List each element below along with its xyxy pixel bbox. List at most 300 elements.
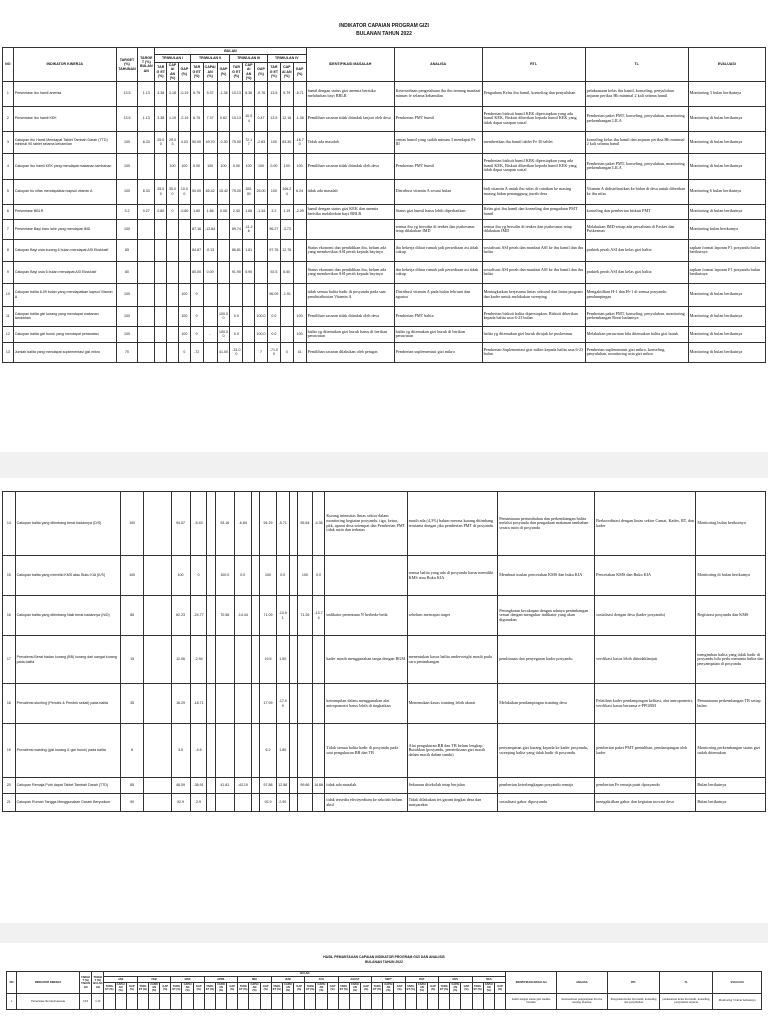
header-month: SEPT — [372, 977, 405, 983]
row-value — [251, 794, 259, 812]
row-no: 21 — [3, 794, 16, 812]
row-value: 5.90 — [243, 261, 255, 283]
row-value: 72.17 — [243, 131, 255, 153]
row-indikator: Cakupan Bayi usia kurang 6 bulan mendapat ASI Eksklusif — [13, 239, 116, 261]
row-value — [155, 326, 167, 342]
row-value: 100 — [178, 153, 190, 179]
row-value — [249, 993, 260, 1009]
row-value: 1.81 — [243, 239, 255, 261]
row-value: 75.00 — [230, 131, 243, 153]
row-value — [405, 993, 416, 1009]
row-value: 5.79 — [280, 81, 293, 106]
row-rtl: pembinaan dan penyegaran kader posyandu — [498, 636, 595, 684]
row-value: -16.70 — [293, 131, 306, 153]
row-blank — [144, 596, 171, 636]
row-no: 15 — [3, 556, 16, 596]
row-value: -13.91 — [276, 596, 289, 636]
row-value — [207, 724, 215, 778]
row-indikator: Persentase Ibu hamil KEK — [13, 106, 116, 131]
header-sub-0: TARG ET (%) — [405, 983, 416, 994]
row-value: 96.27 — [267, 219, 280, 239]
header-sub-2: GAP (%) — [394, 983, 405, 994]
row-no: 4 — [3, 153, 14, 179]
row-evaluasi: Monitoring di bulan berikutnya — [688, 283, 765, 306]
row-value — [255, 283, 268, 306]
row-value: 41.81 — [215, 778, 234, 794]
header-sub-0: TARG ET (%) — [271, 983, 282, 994]
row-value — [155, 261, 167, 283]
row-analisa: cemas bumil yang sudah minum 3 mendapat Fe III — [394, 131, 482, 153]
row-value: -1.91 — [280, 283, 293, 306]
row-analisa: Pemberian PMT balita — [394, 306, 482, 326]
row-no: 2 — [3, 106, 14, 131]
row-value — [243, 326, 255, 342]
header-masalah: IDENTIFIKASI MASALAH — [306, 48, 394, 82]
row-value — [298, 794, 313, 812]
row-evaluasi: Monitoring di bulan berikutnya — [688, 326, 765, 342]
header-sub-1: CAPAI AN (%) — [183, 983, 192, 993]
row-indikator: Persentase Ibu hamil anemia — [13, 81, 116, 106]
header-target: TARGET (%) TAHUNAN — [80, 972, 92, 994]
row-rtl: Pengadaan Kelas ibu hamil, konseling dan penyuluhan — [607, 993, 660, 1009]
row-indikator: Cakupan Ibu hamil KEK yang mendapat makanan tambahan — [13, 153, 116, 179]
row-target-bulanan — [138, 153, 155, 179]
table-row — [3, 724, 766, 778]
row-value — [215, 636, 234, 684]
row-value: -24.77 — [190, 596, 207, 636]
row-value — [203, 283, 217, 306]
page-subtitle-3: BULANAN TAHUN 2022 — [365, 960, 403, 964]
row-value: -17.09 — [276, 684, 289, 724]
row-indikator: Jumlah balita yang mendapat suplementasi gizi mikro — [13, 342, 116, 362]
header-no: NO — [7, 972, 17, 994]
row-value: 19.5 — [260, 636, 277, 684]
row-value: 1.19 — [167, 106, 179, 131]
row-evaluasi: Monitoring 3 bulan berikutnya — [713, 993, 762, 1009]
row-masalah: balita yg ditemukan gizi buruk harus di berikan perawatan — [306, 326, 394, 342]
row-value: 0 — [190, 326, 203, 342]
row-analisa: Distribusi vitamin A pada bulan februari dan agustus — [394, 283, 482, 306]
row-value: 100.00 — [217, 326, 230, 342]
row-target: 13.5 — [80, 993, 92, 1009]
row-value: 10.94 — [243, 106, 255, 131]
header-month: JAN — [104, 977, 137, 983]
row-value — [217, 239, 230, 261]
row-value: 1.80 — [276, 724, 289, 778]
row-evaluasi: Monitoring 3 bulan berikutnya — [688, 81, 765, 106]
row-value — [149, 993, 160, 1009]
row-target-tahunan: 100 — [116, 153, 137, 179]
table-row — [3, 153, 766, 179]
row-value: -71.00 — [267, 342, 280, 362]
row-masalah: hamil dengan status gizi anemia berisiko melahirkan bayi BBLR — [306, 81, 394, 106]
row-value — [230, 283, 243, 306]
header-month: MAR — [171, 977, 204, 983]
row-value — [167, 306, 179, 326]
row-value — [293, 283, 306, 306]
row-masalah — [325, 556, 407, 596]
row-rtl: Kelas gizi ibu hamil dan konseling dan pengadaan PMT bumil — [482, 204, 585, 219]
row-value: 10.13 — [230, 81, 243, 106]
row-value — [483, 993, 494, 1009]
row-value: 87.16 — [190, 219, 203, 239]
row-value: 3.2 — [267, 204, 280, 219]
row-value — [207, 556, 215, 596]
header-sub-1: CAPAI AN (%) — [451, 983, 460, 993]
row-value: 0.0 — [276, 556, 289, 596]
header-indikator: INDIKATOR KINERJA — [13, 48, 116, 82]
row-masalah: indikator penentuan N berbeda-beda — [325, 596, 407, 636]
row-value: 17.99 — [260, 684, 277, 724]
row-value: 10.00 — [178, 179, 190, 204]
row-value — [251, 596, 259, 636]
header-sub-0: TARG ET (%) — [372, 983, 383, 994]
row-value: 100 — [178, 306, 190, 326]
row-value — [293, 239, 306, 261]
row-value — [217, 283, 230, 306]
row-value: 100 — [167, 153, 179, 179]
row-value — [104, 993, 115, 1009]
row-target-tahunan: 80 — [116, 261, 137, 283]
header-tw1: TRIWULAN I — [155, 55, 190, 63]
row-evaluasi: Monitoring bulan berikutnya — [688, 219, 765, 239]
row-value — [207, 636, 215, 684]
header-month: JULI — [305, 977, 338, 983]
row-masalah: Kurang intensitas lintas sektor dalam monitoring kegiatan posyandu, tiga, ketua, pkk, aparat desa setempat dan Pemberian PMT tidak rutin dan terbatas — [325, 492, 407, 556]
row-value: -3.73 — [280, 219, 293, 239]
row-tl: mengaktifkan gabor dan kegiatan inovasi desa — [595, 794, 696, 812]
row-value — [204, 993, 215, 1009]
header-sub-0: TARG ET (%) — [238, 983, 249, 994]
row-value: 70.56 — [215, 596, 234, 636]
header-analisa: ANALISA — [394, 48, 482, 82]
row-indikator: Cakupan balita 6-59 bulan yang mendapatkan kapsul Vitamin A — [13, 283, 116, 306]
row-evaluasi: sapkan format laporan F1 posyandu bulan berikutnya — [688, 261, 765, 283]
row-value: 5.37 — [203, 81, 217, 106]
row-value: 100.00 — [243, 179, 255, 204]
row-value: - — [203, 326, 217, 342]
row-value: 25.00 — [155, 179, 167, 204]
row-tl: konseling dan pemberian biskuit PMT — [585, 204, 688, 219]
row-value: -31.00 — [230, 342, 243, 362]
row-value: 100 — [267, 179, 280, 204]
row-value: 16.29 — [171, 684, 190, 724]
table-row — [7, 993, 762, 1009]
row-target-tahunan: 100 — [116, 131, 137, 153]
row-value: 3.38 — [155, 81, 167, 106]
row-target: 85 — [121, 778, 144, 794]
header-month: FEB — [137, 977, 170, 983]
row-value: 100 — [298, 556, 313, 596]
table-row — [3, 81, 766, 106]
row-value — [312, 636, 325, 684]
page-title: INDIKATOR CAPAIAN PROGRAM GIZI — [339, 23, 429, 29]
row-value: 0.00 — [230, 153, 243, 179]
row-value — [289, 724, 297, 778]
row-tl: Mengaktifkan H-1 dan H+1 di semua posyandu pendampingan — [585, 283, 688, 306]
row-rtl: sosialisasi gabor diposyandu — [498, 794, 595, 812]
table-row — [3, 778, 766, 794]
header-sub-1: CAPAI AN (%) — [243, 63, 255, 82]
row-value: 0.06 — [217, 204, 230, 219]
table-row — [3, 261, 766, 283]
row-value — [167, 261, 179, 283]
row-value: 6.75 — [190, 81, 203, 106]
row-evaluasi: Monitoring bulan berikutnya — [696, 492, 766, 556]
row-value: 100 — [267, 131, 280, 153]
row-value: 0 — [190, 556, 207, 596]
row-value — [234, 794, 251, 812]
row-value: -0.80 — [178, 204, 190, 219]
row-value — [383, 993, 394, 1009]
row-value — [155, 219, 167, 239]
header-sub-2: GAP (%) — [160, 983, 171, 994]
row-value: 100.00 — [217, 306, 230, 326]
row-value: 46.09 — [171, 778, 190, 794]
row-value: 96.09 — [267, 283, 280, 306]
row-value: 94.57 — [171, 492, 190, 556]
row-value — [427, 993, 438, 1009]
row-value — [494, 993, 505, 1009]
page-subtitle: BULANAN TAHUN 2022 — [356, 31, 412, 37]
row-value — [115, 993, 126, 1009]
header-analisa: ANALISA — [556, 972, 607, 994]
row-masalah: Status ekonomi dan pendidikan ibu, belum ada yang memberikan ASI perah kepada bayinya — [306, 261, 394, 283]
row-tl: Pemberian paket PMT, konseling, penyuluhan, monitoring perkembangan LILA — [585, 106, 688, 131]
row-value — [217, 219, 230, 239]
row-value: 15.42 — [217, 179, 230, 204]
row-value — [450, 993, 461, 1009]
header-month: APRIL — [204, 977, 237, 983]
row-target-bulanan: 1.13 — [138, 106, 155, 131]
row-value: -1.38 — [217, 81, 230, 106]
row-value — [243, 306, 255, 326]
row-no: 10 — [3, 283, 14, 306]
row-target: 100 — [121, 556, 144, 596]
row-value — [312, 724, 325, 778]
header-sub-1: CAPAI AN (%) — [350, 983, 359, 993]
row-value — [289, 636, 297, 684]
table-row — [3, 326, 766, 342]
row-rtl: balita yg ditemukan gizi buruk dirujuk ke puskesmas — [482, 326, 585, 342]
row-value — [372, 993, 383, 1009]
row-value: 0.62 — [217, 106, 230, 131]
row-value: 29.03 — [167, 131, 179, 153]
row-value — [207, 492, 215, 556]
row-value — [193, 993, 204, 1009]
row-value: 0 — [190, 306, 203, 326]
row-analisa: Sekaraan disekolah tetap berjalan — [407, 778, 498, 794]
row-value: -2.09 — [293, 204, 306, 219]
row-rtl: bidi vitamin A untuk ibu nifas di catatkan ke masing masing bidan penanggung jawab desa — [482, 179, 585, 204]
row-analisa: Status gizi bumil harus lebih diperhatikan — [394, 204, 482, 219]
header-sub-0: TARG ET (%) — [171, 983, 182, 994]
row-value: 86.81 — [230, 239, 243, 261]
row-value: -4.36 — [312, 492, 325, 556]
row-tl: Vitamin A didistribusikan ke bidan di desa untuk diberikan ke ibu nifas — [585, 179, 688, 204]
row-value: 0.0 — [230, 326, 243, 342]
row-value — [282, 993, 293, 1009]
row-target-tahunan: 100 — [116, 306, 137, 326]
row-value: 100 — [293, 326, 306, 342]
row-no: 20 — [3, 778, 16, 794]
row-no: 5 — [3, 179, 14, 204]
row-value — [255, 239, 268, 261]
header-tw4: TRIWULAN IV — [267, 55, 306, 63]
table-row — [3, 306, 766, 326]
row-indikator: Persentase Bayi baru lahir yang mendapat IMD — [13, 219, 116, 239]
header-month: OKT — [405, 977, 438, 983]
row-value — [178, 239, 190, 261]
row-value: 97.76 — [267, 239, 280, 261]
row-value — [293, 219, 306, 239]
row-value — [251, 684, 259, 724]
row-value — [178, 261, 190, 283]
row-value — [316, 993, 327, 1009]
row-indikator: Prevalensi stunting (Pendek & Pendek sekali) pada balita — [15, 684, 120, 724]
row-target-bulanan: 1.13 — [92, 993, 104, 1009]
row-evaluasi: Monitoring di bulan berikutnya — [688, 342, 765, 362]
row-value: 7 — [255, 342, 268, 362]
row-value — [155, 283, 167, 306]
row-value: 97.88 — [260, 778, 277, 794]
row-rtl: Pemberian biskuit bumil KEK dipersiapkan yang ada bumil KEK, Biskuit diberikan kepada bumil KEK yang tidak dapat sarapan sosial — [482, 106, 585, 131]
row-value: 2.40 — [230, 204, 243, 219]
row-value — [349, 993, 360, 1009]
row-rtl: Pemantauan pertumbuhan dan perkembangan balita melalui posyandu dan pengadaan makanan tambahan secara rutin di posyandu — [498, 492, 595, 556]
row-masalah: Pemilihan sasaran tidak ditindak oleh desa — [306, 306, 394, 326]
row-target-bulanan: 1.13 — [138, 81, 155, 106]
indicator-table-2 — [2, 491, 766, 812]
row-indikator: Prevalensi wasting (gizi kurang & gizi buruk) pada balita — [15, 724, 120, 778]
row-value: 1.66 — [243, 204, 255, 219]
header-sub-1: CAPAI AN (%) — [116, 983, 125, 993]
row-value — [251, 778, 259, 794]
row-value: 100.0 — [215, 556, 234, 596]
row-value — [178, 219, 190, 239]
row-analisa: Alat pengukuran BB dan TB belum lengkap Butuhkan (posyandu, pemeriksaan gizi masih dalam masih dalam sambi) — [407, 724, 498, 778]
row-analisa: Distribusi vitamin A sesuai bulan — [394, 179, 482, 204]
row-value — [217, 261, 230, 283]
row-value: -4.5 — [190, 724, 207, 778]
row-value: 13.5 — [267, 106, 280, 131]
row-value — [215, 684, 234, 724]
table-row — [3, 684, 766, 724]
row-target-bulanan — [138, 283, 155, 306]
row-value — [167, 326, 179, 342]
row-value — [167, 219, 179, 239]
table-row — [3, 636, 766, 684]
row-value: 0.00 — [190, 153, 203, 179]
row-value: 41 — [293, 342, 306, 362]
row-value — [289, 492, 297, 556]
header-sub-2: GAP (%) — [427, 983, 438, 994]
row-value: 6.2 — [260, 724, 277, 778]
row-value — [207, 684, 215, 724]
row-value: 100 — [178, 283, 190, 306]
row-tl: praktek perah ASI dan kelas gizi balita — [585, 261, 688, 283]
row-rtl: Pemberian biskuit balita dipersiapkan, Biskuit diberikan kepada balita usia 6-23 bulan — [482, 306, 585, 326]
header-sub-1: CAPAI AN (%) — [150, 983, 159, 993]
row-value: 6.50 — [280, 261, 293, 283]
row-value: 100 — [255, 153, 268, 179]
row-masalah: hamil dengan status gizi anemia berisiko — [506, 993, 557, 1009]
row-analisa: balita yg ditemukan gizi buruk di berikan perawatan — [394, 326, 482, 342]
row-value: -13.74 — [312, 596, 325, 636]
row-masalah: Pemilihan sasaran tidak ditindak lanjuti oleh desa — [306, 106, 394, 131]
row-value — [305, 993, 316, 1009]
row-target-tahunan: 100 — [116, 283, 137, 306]
row-no: 6 — [3, 204, 14, 219]
row-value — [137, 993, 148, 1009]
row-value — [243, 283, 255, 306]
row-evaluasi: Bulan berikutnya — [696, 778, 766, 794]
row-no: 13 — [3, 342, 14, 362]
header-tl: TL — [660, 972, 713, 994]
row-tl: Pencetakan KMS dan Buku KIA — [595, 556, 696, 596]
row-masalah: Tidak ada masalah — [306, 131, 394, 153]
row-value: 100.0 — [255, 326, 268, 342]
header-indikator: INDIKATOR KINERJA — [17, 972, 80, 994]
row-value: 1.66 — [203, 204, 217, 219]
row-analisa: Tidak dilakukan tes garam tingkat desa dan masyarakat — [407, 794, 498, 812]
row-value: -43.19 — [234, 778, 251, 794]
row-masalah: Pemilihan sasaran tidak ditindak oleh desa — [306, 153, 394, 179]
row-value: 94.29 — [260, 492, 277, 556]
header-target-bulanan: TARGET (%) BULANAN — [138, 48, 155, 82]
header-sub-2: GAP (%) — [193, 983, 204, 994]
row-target-bulanan — [138, 326, 155, 342]
row-analisa: Menemukan kasus stunting lebih akurat — [407, 684, 498, 724]
row-tl: konseling kelas ibu hamil dan anjuran periksa Hb minimal 2 kali selama hamil — [585, 131, 688, 153]
row-value — [280, 306, 293, 326]
row-value — [298, 724, 313, 778]
row-evaluasi: Monitoring perkembangan status gizi sudah ditemukan — [696, 724, 766, 778]
row-value: 49.70 — [203, 131, 217, 153]
header-sub-1: CAPAI AN (%) — [284, 983, 292, 993]
row-analisa: sebelum mencapai target — [407, 596, 498, 636]
row-value — [394, 993, 405, 1009]
row-value: 0.80 — [155, 204, 167, 219]
row-value — [243, 342, 255, 362]
row-indikator: Persentase Ibu hamil anemia — [17, 993, 80, 1009]
row-value — [251, 724, 259, 778]
row-masalah: Status ekonomi dan pendidikan ibu, belum ada yang memberikan ASI perah kepada bayinya — [306, 239, 394, 261]
header-no: NO — [3, 48, 14, 82]
row-target-bulanan: 8.33 — [138, 131, 155, 153]
row-value — [167, 342, 179, 362]
row-rtl: semua ibu yg bersalin di tenkes dan puskesmas tetap dilakukan IMD — [482, 219, 585, 239]
header-sub-2: GAP (%) — [260, 983, 271, 994]
row-value — [338, 993, 349, 1009]
row-value: 65.42 — [203, 179, 217, 204]
row-indikator: Cakupan balita yang ditimbang berat badannya (D/S) — [15, 492, 120, 556]
header-bulan: BULAN — [104, 972, 506, 977]
row-rtl: pemberian keterlengkapan posyandu remaja — [498, 778, 595, 794]
row-indikator: Persentase BBLR — [13, 204, 116, 219]
row-target-tahunan: 85 — [116, 239, 137, 261]
row-evaluasi: Monitoring di bulan berikutnya — [688, 131, 765, 153]
row-value: 100 — [280, 153, 293, 179]
row-target-bulanan — [138, 239, 155, 261]
row-value: -12.84 — [203, 219, 217, 239]
row-value: 3.5 — [171, 724, 190, 778]
header-sub-2: GAP (%) — [294, 983, 305, 994]
row-target-bulanan — [138, 261, 155, 283]
row-tl: Melakukan IMD setiap ada persalinan di Faskes dan Puskesmas — [585, 219, 688, 239]
row-value: 62.23 — [171, 596, 190, 636]
row-value — [289, 778, 297, 794]
